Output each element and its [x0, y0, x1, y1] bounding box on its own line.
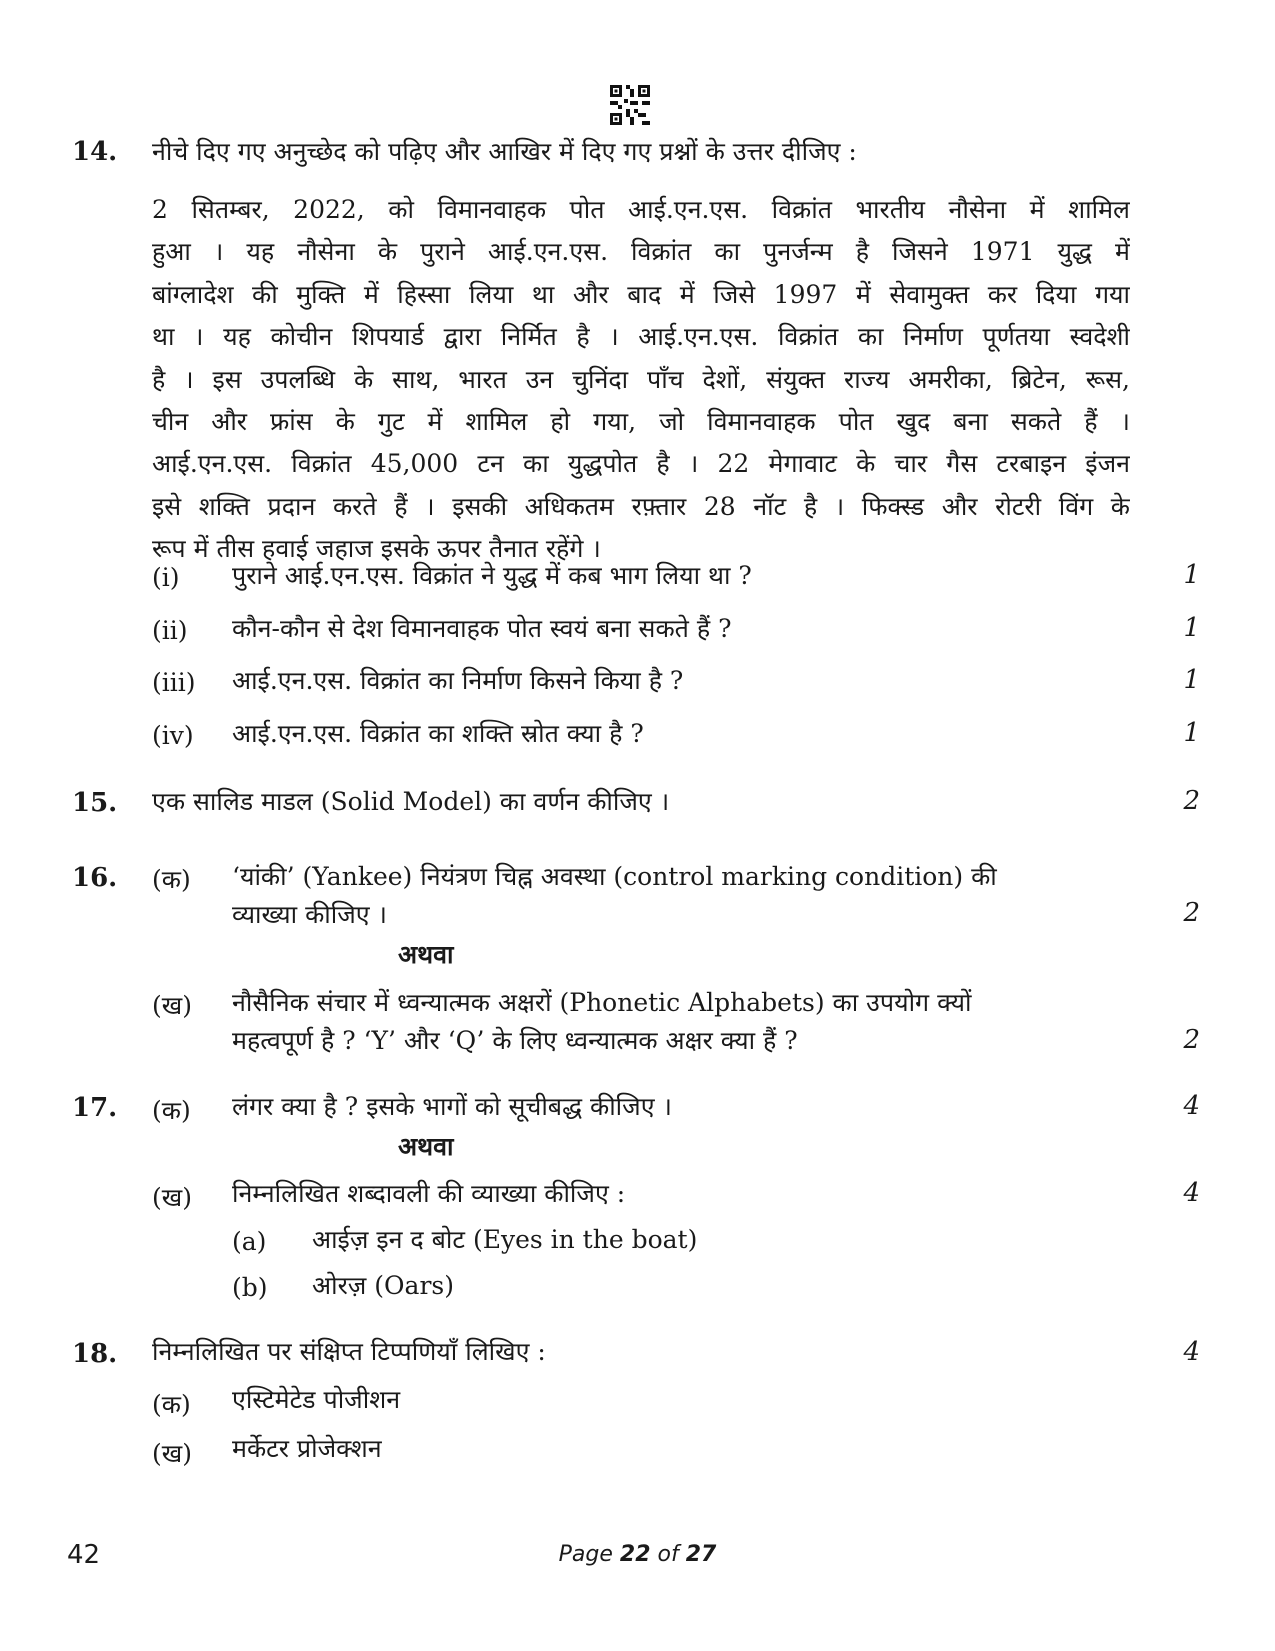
marks: 1 [1183, 718, 1200, 748]
option-label: (ख) [152, 991, 192, 1020]
option-label: (ख) [152, 1439, 192, 1468]
passage-line: 2 सितम्बर, 2022, को विमानवाहक पोत आई.एन.एस. विक्रांत भारतीय नौसेना में शामिल [152, 195, 1130, 224]
q17-option-b: निम्नलिखित शब्दावली की व्याख्या कीजिए : [232, 1179, 626, 1208]
qr-code-icon [610, 85, 650, 125]
marks: 1 [1183, 665, 1200, 695]
q16-option-a-line1: ‘यांकी’ (Yankee) नियंत्रण चिह्न अवस्था (control marking condition) की [232, 862, 997, 891]
option-label: (क) [152, 865, 191, 894]
question-number-15: 15. [72, 788, 118, 818]
question-number-18: 18. [72, 1339, 118, 1369]
passage-line: इसे शक्ति प्रदान करते हैं । इसकी अधिकतम रफ़्तार 28 नॉट है । फिक्स्ड और रोटरी विंग के [152, 491, 1130, 521]
marks: 1 [1183, 560, 1200, 590]
q15-text: एक सालिड माडल (Solid Model) का वर्णन कीजिए । [152, 787, 670, 816]
marks: 2 [1183, 786, 1200, 816]
or-separator: अथवा [398, 1132, 454, 1161]
q16-option-b-line2: महत्वपूर्ण है ? ‘Y’ और ‘Q’ के लिए ध्वन्यात्मक अक्षर क्या हैं ? [232, 1026, 798, 1055]
option-label: (ख) [152, 1183, 192, 1212]
q14-instruction: नीचे दिए गए अनुच्छेद को पढ़िए और आखिर में दिए गए प्रश्नों के उत्तर दीजिए : [152, 137, 857, 166]
item-label: (a) [232, 1227, 267, 1256]
page-current: 22 [619, 1542, 651, 1567]
page-prefix: Page [558, 1542, 613, 1567]
question-number-14: 14. [72, 137, 118, 167]
q16-option-b-line1: नौसैनिक संचार में ध्वन्यात्मक अक्षरों (Phonetic Alphabets) का उपयोग क्यों [232, 988, 972, 1017]
subquestion-label: (i) [152, 563, 180, 592]
passage-line: था । यह कोचीन शिपयार्ड द्वारा निर्मित है । आई.एन.एस. विक्रांत का निर्माण पूर्णतया स्वदेशी [152, 322, 1130, 352]
marks: 4 [1183, 1178, 1200, 1208]
page-of: of [657, 1542, 679, 1567]
marks: 2 [1183, 898, 1200, 928]
subquestion-label: (ii) [152, 616, 188, 645]
option-label: (क) [152, 1390, 191, 1419]
option-text: मर्केटर प्रोजेक्शन [232, 1434, 382, 1463]
page-number [0, 1542, 1275, 1567]
or-separator: अथवा [398, 940, 454, 969]
item-text: ओरज़ (Oars) [312, 1271, 454, 1300]
passage-line: आई.एन.एस. विक्रांत 45,000 टन का युद्धपोत है । 22 मेगावाट के चार गैस टरबाइन इंजन [152, 449, 1130, 479]
question-number-16: 16. [72, 863, 118, 893]
marks: 2 [1183, 1025, 1200, 1055]
subquestion-text: आई.एन.एस. विक्रांत का शक्ति स्रोत क्या है ? [232, 719, 644, 748]
paper-code: 42 [67, 1540, 101, 1570]
q16-option-a-line2: व्याख्या कीजिए । [232, 900, 388, 929]
subquestion-text: आई.एन.एस. विक्रांत का निर्माण किसने किया है ? [232, 666, 684, 695]
subquestion-label: (iv) [152, 721, 194, 750]
marks: 4 [1183, 1091, 1200, 1121]
passage-line: हुआ । यह नौसेना के पुराने आई.एन.एस. विक्रांत का पुनर्जन्म है जिसने 1971 युद्ध में [152, 237, 1130, 267]
passage-line: चीन और फ्रांस के गुट में शामिल हो गया, जो विमानवाहक पोत खुद बना सकते हैं । [152, 406, 1130, 436]
passage-line: है । इस उपलब्धि के साथ, भारत उन चुनिंदा पाँच देशों, संयुक्त राज्य अमरीका, ब्रिटेन, रूस, [152, 364, 1130, 394]
q18-text: निम्नलिखित पर संक्षिप्त टिप्पणियाँ लिखिए : [152, 1337, 546, 1366]
subquestion-text: कौन-कौन से देश विमानवाहक पोत स्वयं बना सकते हैं ? [232, 614, 732, 643]
item-text: आईज़ इन द बोट (Eyes in the boat) [312, 1225, 698, 1254]
marks: 4 [1183, 1337, 1200, 1367]
passage-line: बांग्लादेश की मुक्ति में हिस्सा लिया था और बाद में जिसे 1997 में सेवामुक्त कर दिया गया [152, 279, 1130, 309]
option-text: एस्टिमेटेड पोजीशन [232, 1385, 401, 1414]
passage-line: रूप में तीस हवाई जहाज इसके ऊपर तैनात रहेंगे । [152, 534, 601, 564]
item-label: (b) [232, 1273, 268, 1302]
subquestion-label: (iii) [152, 668, 196, 697]
q17-option-a: लंगर क्या है ? इसके भागों को सूचीबद्ध कीजिए । [232, 1092, 672, 1121]
page-total: 27 [685, 1542, 717, 1567]
option-label: (क) [152, 1096, 191, 1125]
subquestion-text: पुराने आई.एन.एस. विक्रांत ने युद्ध में कब भाग लिया था ? [232, 561, 752, 590]
q14-passage [152, 189, 1130, 571]
marks: 1 [1183, 613, 1200, 643]
question-number-17: 17. [72, 1093, 118, 1123]
